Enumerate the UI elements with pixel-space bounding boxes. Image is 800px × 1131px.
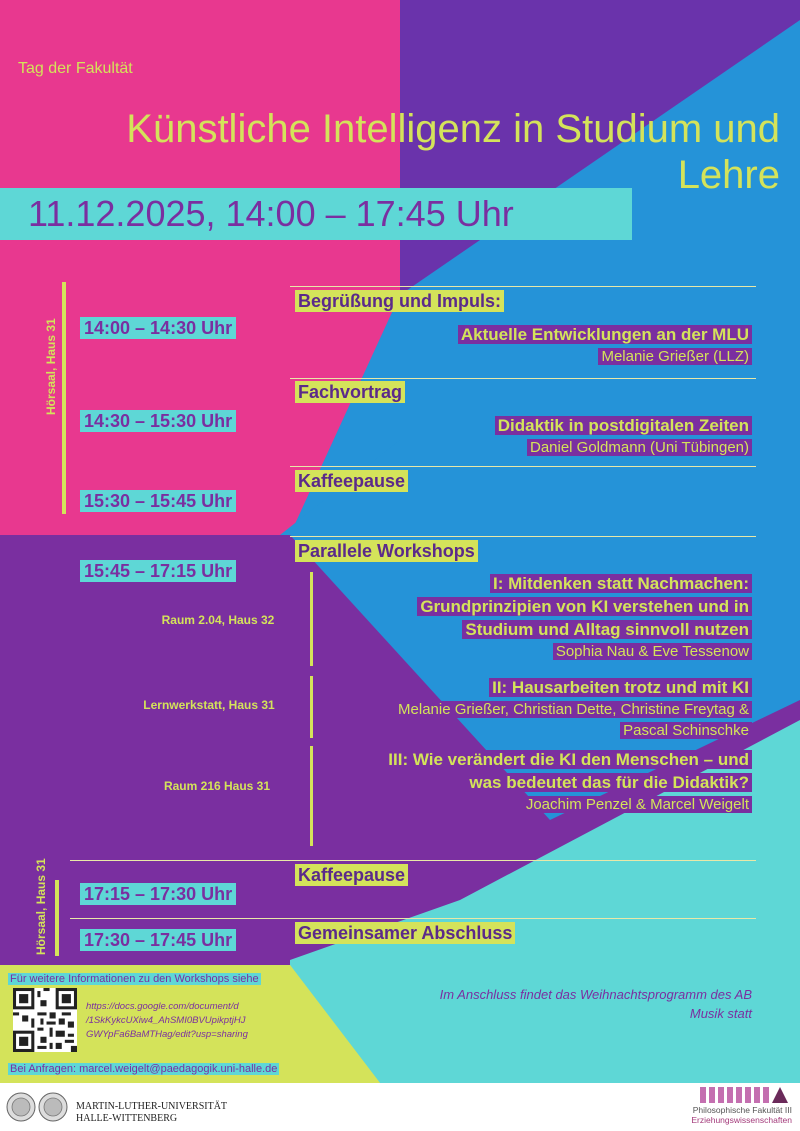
- speaker-label: Sophia Nau & Eve Tessenow: [553, 643, 752, 660]
- speaker-label: Daniel Goldmann (Uni Tübingen): [527, 439, 752, 456]
- speaker-line: Melanie Grießer, Christian Dette, Christine Freytag &: [395, 701, 752, 718]
- session-heading-3: [295, 469, 408, 493]
- title-line: III: Wie verändert die KI den Menschen – und: [385, 750, 752, 769]
- speaker-label: Melanie Grießer (LLZ): [598, 348, 752, 365]
- title-line: was bedeutet das für die Didaktik?: [466, 773, 752, 792]
- workshop-room-1: Raum 2.04, Haus 32: [161, 613, 275, 627]
- workshop-bar-3: [310, 746, 313, 846]
- university-line: MARTIN-LUTHER-UNIVERSITÄT: [76, 1101, 228, 1112]
- time-slot-1: [80, 316, 236, 340]
- divider: [290, 466, 756, 467]
- session-heading-6: [295, 921, 515, 945]
- link-line: GWYpFa6BaMTHag/edit?usp=sharing: [86, 1029, 248, 1040]
- time-slot-4: [80, 559, 236, 583]
- session-heading-1: [295, 289, 504, 313]
- session-heading-2: [295, 380, 405, 404]
- workshop-bar-1: [310, 572, 313, 666]
- heading-label: Begrüßung und Impuls:: [295, 290, 504, 312]
- workshop-info-text: [8, 969, 261, 987]
- title-text: Künstliche Intelligenz in Studium und Lehre: [126, 107, 780, 197]
- time-slot-3: [80, 489, 236, 513]
- contact-info: [8, 1059, 279, 1077]
- university-seal-icon: [6, 1091, 70, 1123]
- session-speaker-2: [527, 437, 752, 458]
- heading-label: Gemeinsamer Abschluss: [295, 922, 515, 944]
- link-line: /1SkKykcUXiw4_AhSMI0BVUpikptjHJ: [86, 1015, 246, 1026]
- time-label: 15:45 – 17:15 Uhr: [80, 560, 236, 582]
- session-heading-4: [295, 539, 478, 563]
- workshop-room-3: Raum 216 Haus 31: [163, 779, 271, 793]
- location-bar-top: [62, 282, 66, 514]
- workshop-title-3: [385, 748, 752, 815]
- session-speaker-1: [598, 346, 752, 367]
- note-line: Im Anschluss findet das Weihnachtsprogramm des AB: [439, 987, 752, 1002]
- workshop-room-2: Lernwerkstatt, Haus 31: [143, 698, 275, 712]
- title-line: I: Mitdenken statt Nachmachen:: [490, 574, 752, 593]
- title-line: Studium und Alltag sinnvoll nutzen: [462, 620, 752, 639]
- divider: [290, 536, 756, 537]
- afterwards-note: [440, 985, 752, 1023]
- session-title-2: [495, 414, 752, 437]
- session-heading-5: [295, 863, 408, 887]
- time-slot-6: [80, 928, 236, 952]
- qr-code-icon[interactable]: [13, 988, 77, 1052]
- title-label: Aktuelle Entwicklungen an der MLU: [458, 325, 752, 344]
- time-slot-5: [80, 882, 236, 906]
- speaker-label: Joachim Penzel & Marcel Weigelt: [523, 796, 752, 813]
- university-name: [76, 1101, 227, 1125]
- title-line: II: Hausarbeiten trotz und mit KI: [489, 678, 752, 697]
- university-line: HALLE-WITTENBERG: [76, 1113, 178, 1124]
- heading-label: Kaffeepause: [295, 864, 408, 886]
- time-label: 17:30 – 17:45 Uhr: [80, 929, 236, 951]
- workshop-title-2: [395, 676, 752, 741]
- divider: [290, 378, 756, 379]
- time-label: 17:15 – 17:30 Uhr: [80, 883, 236, 905]
- footer: [0, 1083, 800, 1131]
- time-label: 15:30 – 15:45 Uhr: [80, 490, 236, 512]
- workshop-link[interactable]: [86, 1000, 248, 1042]
- workshop-title-1: [417, 572, 752, 662]
- faculty-name: [691, 1105, 792, 1125]
- time-label: 14:00 – 14:30 Uhr: [80, 317, 236, 339]
- info-label: Für weitere Informationen zu den Workshops siehe: [10, 973, 259, 985]
- time-label: 14:30 – 15:30 Uhr: [80, 410, 236, 432]
- faculty-line: Erziehungswissenschaften: [691, 1115, 792, 1125]
- location-label-bottom: Hörsaal, Haus 31: [34, 858, 48, 955]
- workshop-bar-2: [310, 676, 313, 738]
- session-title-1: [458, 323, 752, 346]
- event-subtitle: Tag der Fakultät: [18, 60, 133, 77]
- time-slot-2: [80, 409, 236, 433]
- divider: [70, 918, 756, 919]
- title-line: Grundprinzipien von KI verstehen und in: [417, 597, 752, 616]
- divider: [290, 286, 756, 287]
- contact-email-link[interactable]: Bei Anfragen: marcel.weigelt@paedagogik.uni-halle.de: [10, 1063, 278, 1075]
- divider: [70, 860, 756, 861]
- location-bar-bottom: [55, 880, 59, 956]
- event-date: 11.12.2025, 14:00 – 17:45 Uhr: [28, 193, 514, 234]
- heading-label: Kaffeepause: [295, 470, 408, 492]
- title-label: Didaktik in postdigitalen Zeiten: [495, 416, 752, 435]
- faculty-logo-icon: [700, 1087, 790, 1103]
- heading-label: Fachvortrag: [295, 381, 405, 403]
- heading-label: Parallele Workshops: [295, 540, 478, 562]
- link-line: https://docs.google.com/document/d: [86, 1001, 239, 1012]
- page-title: [14, 106, 790, 198]
- location-label-top: Hörsaal, Haus 31: [44, 318, 58, 415]
- note-line: Musik statt: [689, 1006, 752, 1021]
- speaker-line: Pascal Schinschke: [620, 722, 752, 739]
- faculty-line: Philosophische Fakultät III: [692, 1105, 792, 1115]
